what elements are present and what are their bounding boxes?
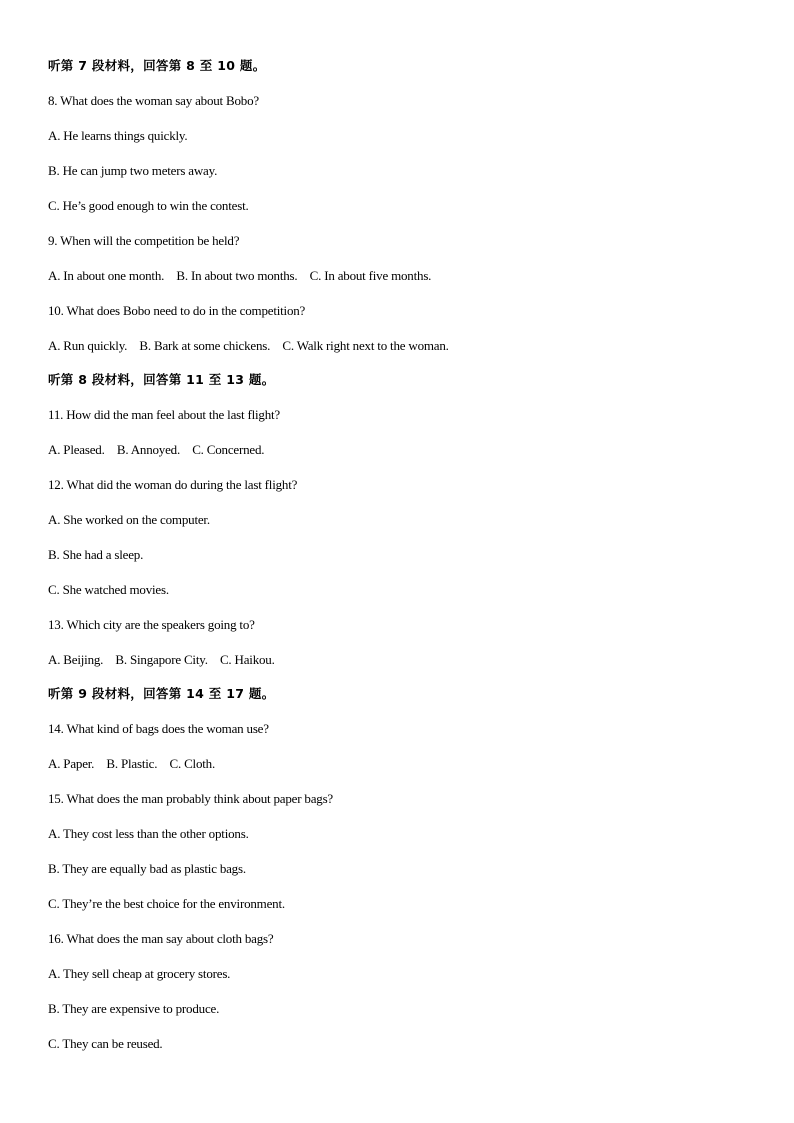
- option-line: A. In about one month. B. In about two months. C. In about five months.: [48, 268, 432, 283]
- question-line: 8. What does the woman say about Bobo?: [48, 93, 259, 108]
- option-line: C. He’s good enough to win the contest.: [48, 198, 249, 213]
- option-line: B. They are equally bad as plastic bags.: [48, 861, 246, 876]
- option-line: A. They cost less than the other options.: [48, 826, 249, 841]
- option-line: A. He learns things quickly.: [48, 128, 188, 143]
- option-line: A. Paper. B. Plastic. C. Cloth.: [48, 756, 216, 771]
- option-line: C. They’re the best choice for the environment.: [48, 896, 285, 911]
- question-line: 16. What does the man say about cloth bags?: [48, 931, 274, 946]
- question-line: 12. What did the woman do during the last flight?: [48, 477, 298, 492]
- option-line: B. They are expensive to produce.: [48, 1001, 220, 1016]
- option-line: A. She worked on the computer.: [48, 512, 210, 527]
- option-line: A. Beijing. B. Singapore City. C. Haikou.: [48, 652, 275, 667]
- question-line: 9. When will the competition be held?: [48, 233, 240, 248]
- option-line: B. She had a sleep.: [48, 547, 144, 562]
- option-line: C. She watched movies.: [48, 582, 169, 597]
- option-line: C. They can be reused.: [48, 1036, 163, 1051]
- option-line: A. Pleased. B. Annoyed. C. Concerned.: [48, 442, 265, 457]
- question-line: 11. How did the man feel about the last flight?: [48, 407, 281, 422]
- option-line: A. Run quickly. B. Bark at some chickens. C. Walk right next to the woman.: [48, 338, 449, 353]
- question-line: 15. What does the man probably think about paper bags?: [48, 791, 333, 806]
- question-line: 14. What kind of bags does the woman use?: [48, 721, 269, 736]
- option-line: B. He can jump two meters away.: [48, 163, 218, 178]
- option-line: A. They sell cheap at grocery stores.: [48, 966, 231, 981]
- section-heading: 听第 8 段材料，回答第 11 至 13 题。: [48, 372, 275, 387]
- section-heading: 听第 7 段材料，回答第 8 至 10 题。: [48, 58, 266, 73]
- section-heading: 听第 9 段材料，回答第 14 至 17 题。: [48, 686, 275, 701]
- question-line: 10. What does Bobo need to do in the competition?: [48, 303, 306, 318]
- question-line: 13. Which city are the speakers going to?: [48, 617, 255, 632]
